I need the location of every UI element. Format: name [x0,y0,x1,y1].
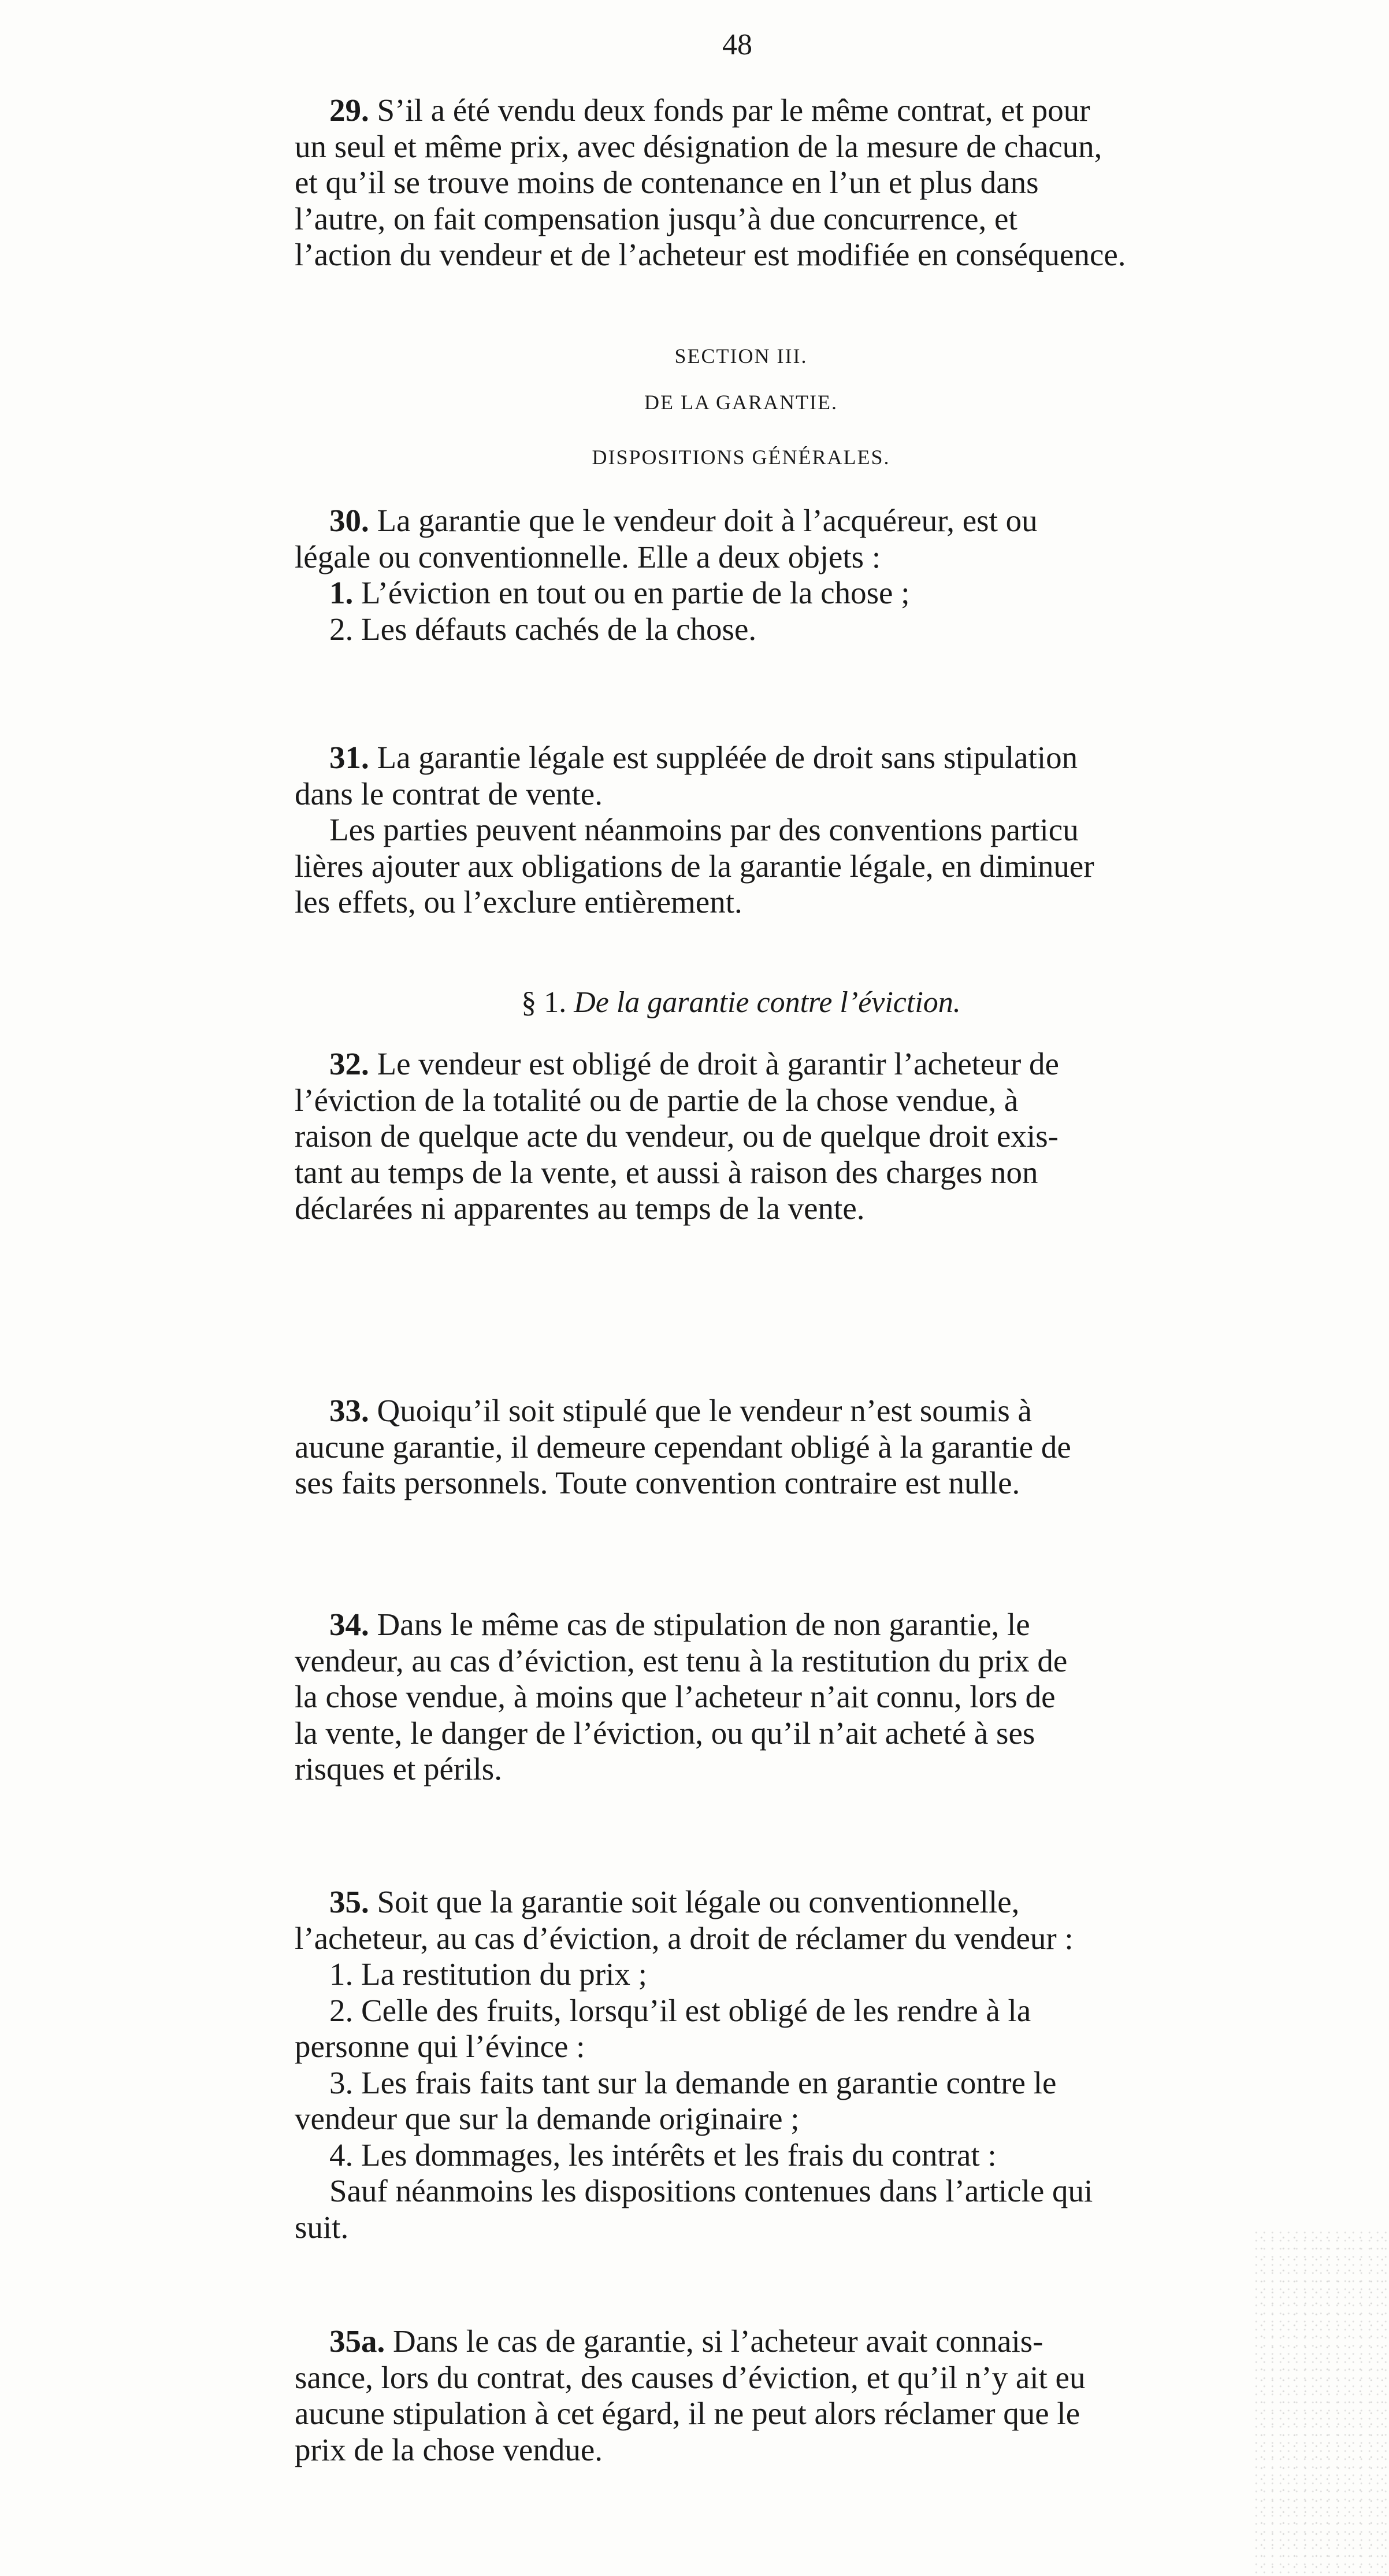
article-text-line: et qu’il se trouve moins de contenance en l’un et plus dans [295,165,1039,200]
article-text-line: La garantie que le vendeur doit à l’acquéreur, est ou [377,503,1038,538]
article-text-line: l’éviction de la totalité ou de partie de la chose vendue, à [295,1082,1019,1118]
article-number: 33. [329,1393,369,1428]
article-text-line: Soit que la garantie soit légale ou conventionnelle, [377,1884,1020,1919]
article-number: 31. [329,740,369,775]
list-item: 4. Les dommages, les intérêts et les frais du contrat : [329,2137,997,2173]
article-text-line: raison de quelque acte du vendeur, ou de quelque droit exis- [295,1118,1059,1154]
article-text-line: Dans le même cas de stipulation de non garantie, le [377,1607,1030,1642]
article-29 [295,92,1187,273]
article-text-line: dans le contrat de vente. [295,776,603,811]
article-text-line: Dans le cas de garantie, si l’acheteur avait connais- [393,2323,1043,2359]
list-item: 2. Les défauts cachés de la chose. [329,611,757,647]
article-number: 34. [329,1607,369,1642]
article-33 [295,1393,1187,1502]
article-text-line: aucune garantie, il demeure cependant obligé à la garantie de [295,1429,1071,1465]
article-35 [295,1884,1187,2245]
article-text-line: un seul et même prix, avec désignation de la mesure de chacun, [295,128,1102,164]
article-text-line: Sauf néanmoins les dispositions contenues dans l’article qui [329,2173,1093,2208]
article-31 [295,740,1187,921]
article-number: 35. [329,1884,369,1919]
article-text-line: Le vendeur est obligé de droit à garantir l’acheteur de [377,1046,1059,1081]
article-text-line: les effets, ou l’exclure entièrement. [295,884,742,920]
article-text-line: La garantie légale est suppléée de droit sans stipulation [377,740,1078,775]
section-symbol: § [521,986,537,1019]
list-item-continuation: personne qui l’évince : [295,2029,585,2064]
section-title: DE LA GARANTIE. [644,391,838,414]
article-text-line: l’autre, on fait compensation jusqu’à due concurrence, et [295,201,1017,236]
article-number: 35a. [329,2323,385,2359]
page-number: 48 [722,28,752,61]
article-text-line: tant au temps de la vente, et aussi à raison des charges non [295,1154,1038,1190]
article-text-line: aucune stipulation à cet égard, il ne peut alors réclamer que le [295,2396,1080,2431]
article-text-line: Les parties peuvent néanmoins par des conventions particu [329,812,1079,847]
article-text-line: Quoiqu’il soit stipulé que le vendeur n’est soumis à [377,1393,1032,1428]
paper-speckle-texture [1254,2231,1389,2576]
article-text-line: lières ajouter aux obligations de la garantie légale, en diminuer [295,848,1094,884]
article-text-line: risques et périls. [295,1751,502,1786]
article-text-line: S’il a été vendu deux fonds par le même contrat, et pour [377,92,1090,128]
list-item: 2. Celle des fruits, lorsqu’il est obligé de les rendre à la [329,1992,1031,2028]
article-text-line: ses faits personnels. Toute convention contraire est nulle. [295,1465,1020,1500]
article-text-line: suit. [295,2209,349,2245]
article-text-line: déclarées ni apparentes au temps de la vente. [295,1191,865,1226]
article-text-line: la vente, le danger de l’éviction, ou qu’il n’ait acheté à ses [295,1715,1035,1751]
article-number: 29. [329,92,369,128]
article-number: 30. [329,503,369,538]
article-text-line: prix de la chose vendue. [295,2432,603,2467]
article-34 [295,1607,1187,1788]
article-text-line: l’action du vendeur et de l’acheteur est modifiée en conséquence. [295,237,1126,272]
article-32 [295,1046,1187,1227]
section-heading: SECTION III. [674,344,808,368]
article-35a [295,2323,1187,2468]
section-subtitle: DISPOSITIONS GÉNÉRALES. [592,446,890,469]
article-30 [295,503,1187,647]
article-number: 32. [329,1046,369,1081]
list-item: 1. La restitution du prix ; [329,1956,647,1992]
list-item: 3. Les frais faits tant sur la demande en garantie contre le [329,2064,1057,2100]
article-text-line: légale ou conventionnelle. Elle a deux objets : [295,539,881,574]
list-item-continuation: vendeur que sur la demande originaire ; [295,2101,800,2136]
paragraph-title: § 1. De la garantie contre l’éviction. [521,986,961,1019]
article-text-line: sance, lors du contrat, des causes d’éviction, et qu’il n’y ait eu [295,2359,1086,2395]
list-item: 1. L’éviction en tout ou en partie de la chose ; [329,575,910,610]
article-text-line: l’acheteur, au cas d’éviction, a droit de réclamer du vendeur : [295,1920,1074,1956]
article-text-line: vendeur, au cas d’éviction, est tenu à la restitution du prix de [295,1643,1068,1678]
article-text-line: la chose vendue, à moins que l’acheteur n’ait connu, lors de [295,1679,1056,1714]
